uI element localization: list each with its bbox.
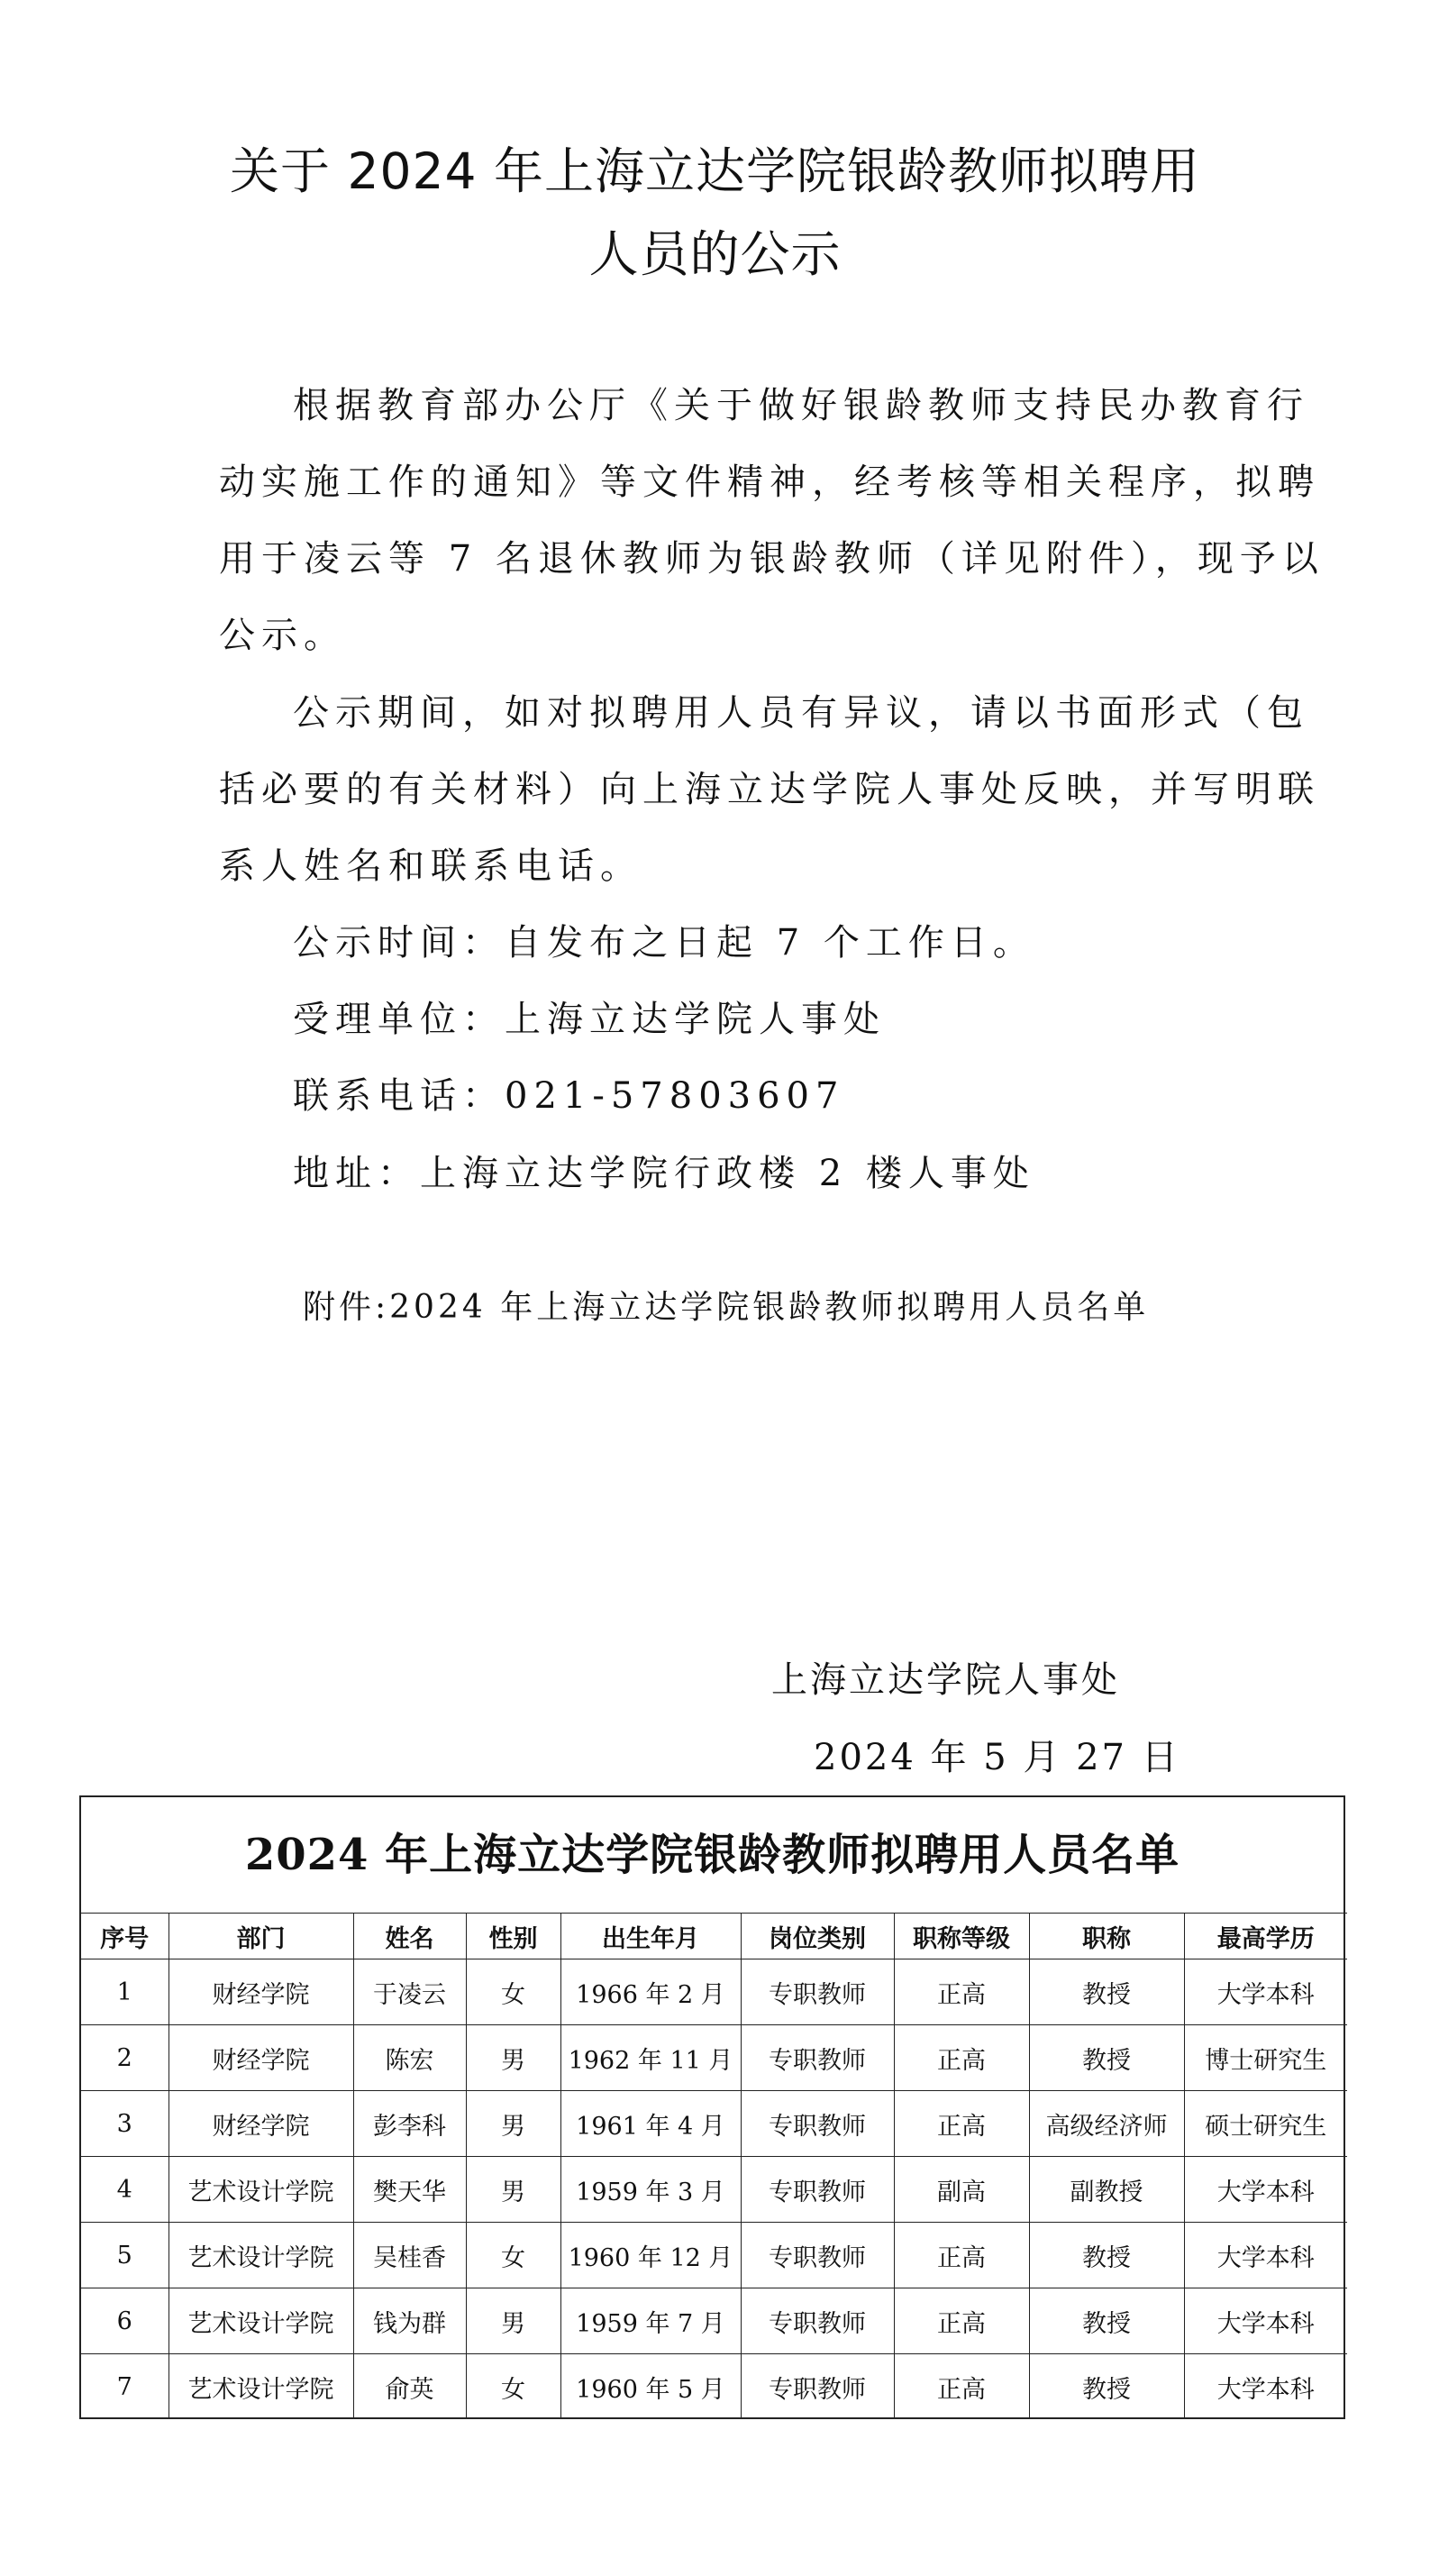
table-cell: 1959 年 3 月	[560, 2157, 741, 2223]
header-cell: 职称等级	[894, 1914, 1029, 1959]
signature-org: 上海立达学院人事处	[771, 1659, 1120, 1701]
table-row	[81, 1959, 1347, 2025]
table-cell: 1961 年 4 月	[560, 2091, 741, 2157]
table-cell: 艺术设计学院	[169, 2288, 353, 2354]
table-cell: 教授	[1029, 1959, 1184, 2025]
table-cell: 财经学院	[169, 2025, 353, 2091]
table-cell: 艺术设计学院	[169, 2354, 353, 2420]
header-cell: 职称	[1029, 1914, 1184, 1959]
table-cell: 吴桂香	[353, 2223, 466, 2288]
table-cell: 高级经济师	[1029, 2091, 1184, 2157]
table-cell: 艺术设计学院	[169, 2223, 353, 2288]
table-cell: 男	[466, 2288, 560, 2354]
table-cell: 专职教师	[741, 2157, 894, 2223]
table-cell: 俞英	[353, 2354, 466, 2420]
body-line-7: 系人姓名和联系电话。	[219, 845, 642, 887]
table-cell: 1960 年 12 月	[560, 2223, 741, 2288]
table-header-row	[81, 1914, 1347, 1959]
table-cell: 专职教师	[741, 2288, 894, 2354]
table-cell: 专职教师	[741, 1959, 894, 2025]
body-line-4: 公示。	[219, 615, 346, 656]
table-row	[81, 2223, 1347, 2288]
table-cell: 大学本科	[1184, 2223, 1347, 2288]
table-cell: 副教授	[1029, 2157, 1184, 2223]
table-cell: 1960 年 5 月	[560, 2354, 741, 2420]
table-cell: 正高	[894, 1959, 1029, 2025]
table-cell: 大学本科	[1184, 1959, 1347, 2025]
table-title: 2024 年上海立达学院银龄教师拟聘用人员名单	[244, 1830, 1180, 1880]
table-cell: 2	[81, 2025, 169, 2091]
table-cell: 财经学院	[169, 2091, 353, 2157]
body-line-10: 联系电话：021-57803607	[293, 1075, 845, 1117]
table-cell: 1966 年 2 月	[560, 1959, 741, 2025]
header-cell: 序号	[81, 1914, 169, 1959]
table-cell: 钱为群	[353, 2288, 466, 2354]
table-cell: 7	[81, 2354, 169, 2420]
table-cell: 女	[466, 1959, 560, 2025]
table-cell: 副高	[894, 2157, 1029, 2223]
page-title-line-2: 人员的公示	[588, 225, 842, 283]
table-cell: 5	[81, 2223, 169, 2288]
attachment-note: 附件:2024 年上海立达学院银龄教师拟聘用人员名单	[303, 1289, 1150, 1326]
body-line-5: 公示期间，如对拟聘用人员有异议，请以书面形式（包	[293, 692, 1309, 734]
table-row	[81, 2288, 1347, 2354]
table-cell: 正高	[894, 2223, 1029, 2288]
body-line-2: 动实施工作的通知》等文件精神，经考核等相关程序，拟聘	[219, 461, 1320, 503]
table-cell: 男	[466, 2025, 560, 2091]
table-row	[81, 2091, 1347, 2157]
table-cell: 樊天华	[353, 2157, 466, 2223]
table-cell: 正高	[894, 2091, 1029, 2157]
table-cell: 大学本科	[1184, 2288, 1347, 2354]
table-cell: 陈宏	[353, 2025, 466, 2091]
table-cell: 大学本科	[1184, 2157, 1347, 2223]
body-line-3: 用于凌云等 7 名退休教师为银龄教师（详见附件），现予以	[219, 538, 1325, 580]
table-row	[81, 2025, 1347, 2091]
table-cell: 女	[466, 2354, 560, 2420]
header-cell: 部门	[169, 1914, 353, 1959]
table-cell: 教授	[1029, 2223, 1184, 2288]
table-cell: 教授	[1029, 2288, 1184, 2354]
table-cell: 教授	[1029, 2025, 1184, 2091]
header-cell: 性别	[466, 1914, 560, 1959]
page-title-line-1: 关于 2024 年上海立达学院银龄教师拟聘用	[230, 142, 1200, 200]
table-cell: 女	[466, 2223, 560, 2288]
header-cell: 姓名	[353, 1914, 466, 1959]
table-cell: 正高	[894, 2354, 1029, 2420]
staff-list-table	[79, 1795, 1345, 2419]
table-cell: 大学本科	[1184, 2354, 1347, 2420]
table-cell: 专职教师	[741, 2025, 894, 2091]
body-line-8: 公示时间：自发布之日起 7 个工作日。	[293, 922, 1035, 964]
table-cell: 专职教师	[741, 2223, 894, 2288]
table-cell: 1962 年 11 月	[560, 2025, 741, 2091]
table-cell: 正高	[894, 2288, 1029, 2354]
header-cell: 岗位类别	[741, 1914, 894, 1959]
table-cell: 专职教师	[741, 2354, 894, 2420]
body-line-11: 地址：上海立达学院行政楼 2 楼人事处	[293, 1153, 1035, 1194]
table-row	[81, 2354, 1347, 2420]
table-cell: 专职教师	[741, 2091, 894, 2157]
table-cell: 硕士研究生	[1184, 2091, 1347, 2157]
header-cell: 出生年月	[560, 1914, 741, 1959]
table-cell: 1	[81, 1959, 169, 2025]
table-cell: 1959 年 7 月	[560, 2288, 741, 2354]
staff-table	[81, 1913, 1347, 2419]
table-cell: 艺术设计学院	[169, 2157, 353, 2223]
body-line-9: 受理单位：上海立达学院人事处	[293, 999, 886, 1040]
table-cell: 男	[466, 2157, 560, 2223]
table-cell: 男	[466, 2091, 560, 2157]
table-cell: 彭李科	[353, 2091, 466, 2157]
table-cell: 于凌云	[353, 1959, 466, 2025]
table-cell: 6	[81, 2288, 169, 2354]
header-cell: 最高学历	[1184, 1914, 1347, 1959]
body-line-6: 括必要的有关材料）向上海立达学院人事处反映，并写明联	[219, 769, 1320, 810]
table-row	[81, 2157, 1347, 2223]
table-cell: 正高	[894, 2025, 1029, 2091]
table-cell: 4	[81, 2157, 169, 2223]
body-line-1: 根据教育部办公厅《关于做好银龄教师支持民办教育行	[293, 385, 1309, 426]
table-cell: 财经学院	[169, 1959, 353, 2025]
table-cell: 3	[81, 2091, 169, 2157]
signature-date: 2024 年 5 月 27 日	[814, 1737, 1180, 1778]
table-cell: 教授	[1029, 2354, 1184, 2420]
table-cell: 博士研究生	[1184, 2025, 1347, 2091]
